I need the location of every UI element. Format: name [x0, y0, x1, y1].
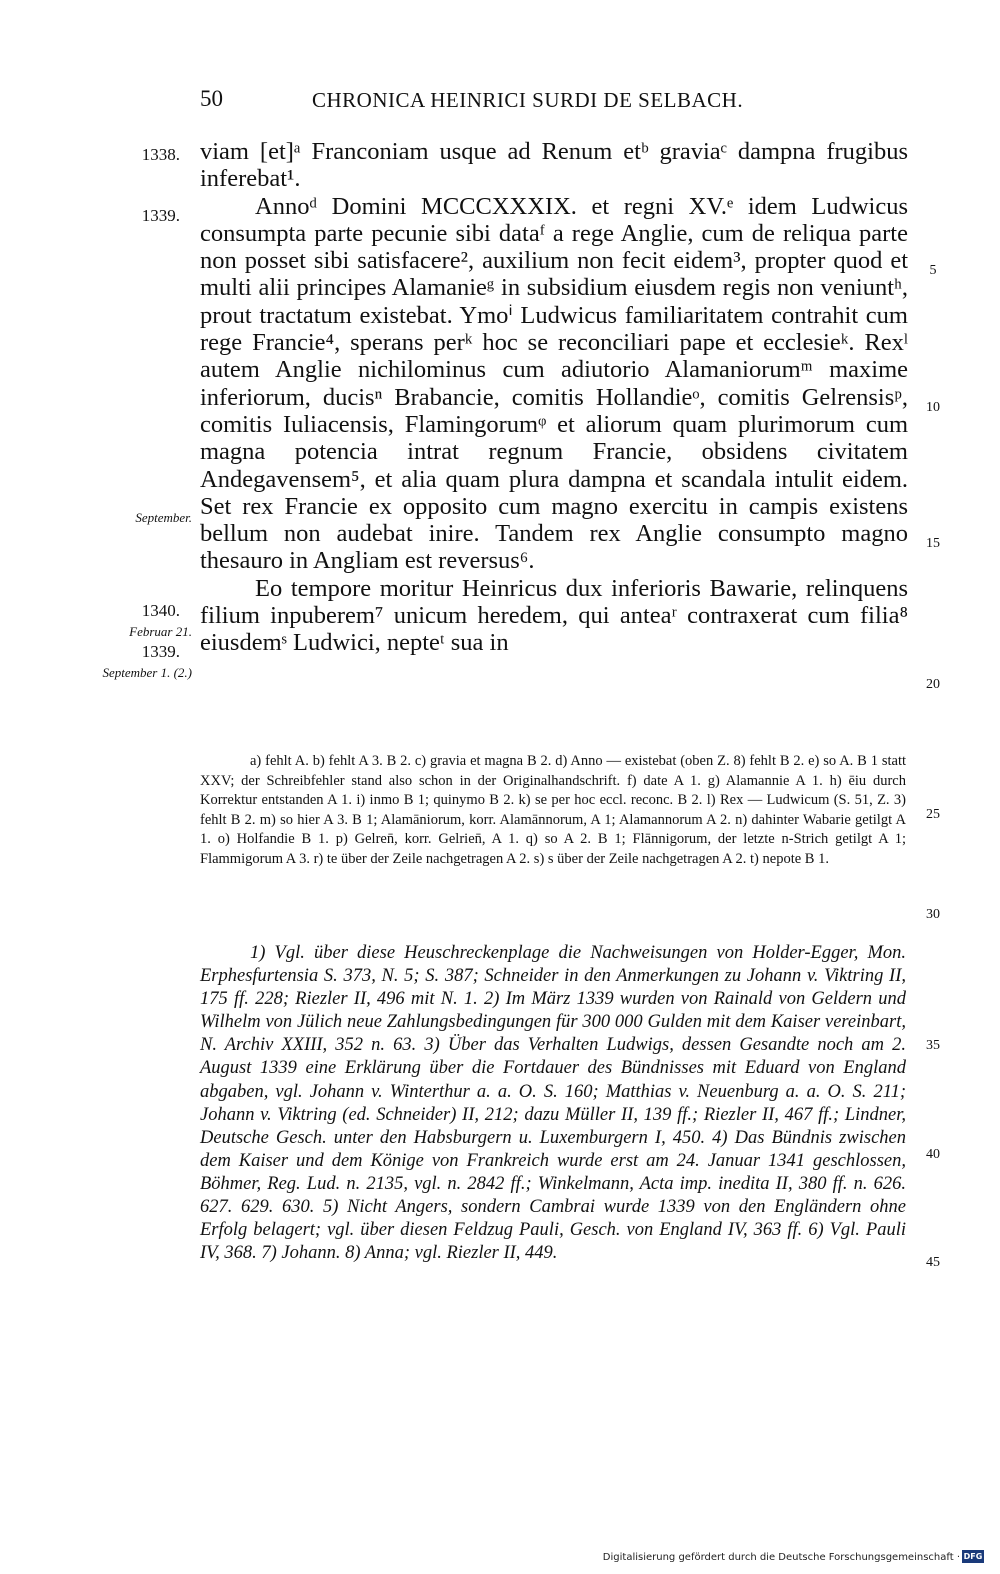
margin-date-september-wrap	[82, 508, 192, 527]
line-number-15: 15	[926, 536, 940, 551]
line-number-20: 20	[926, 677, 940, 692]
margin-date-september: September.	[135, 510, 192, 525]
margin-date-februar-wrap	[82, 622, 192, 641]
margin-date-1339: 1339.	[141, 206, 180, 225]
paragraph-2: Annoᵈ Domini MCCCXXXIX. et regni XV.ᵉ idem Ludwicus consumpta parte pecunie sibi dataᶠ a rege Anglie, cum de reliqua parte non posset sibi satisfacere², auxilium non fecit eidem³, propter quod et multi alii principes Alamanieᵍ in subsidium eiusdem regis non veniuntʰ, prout tractatum existebat. Ymoⁱ Ludwicus familiaritatem contrahit cum rege Francie⁴, sperans perᵏ hoc se reconciliari pape et ecclesieᵏ. Rexˡ autem Anglie nichilominus cum adiutorio Alamaniorumᵐ maxime inferiorum, ducisⁿ Brabancie, comitis Hollandieᵒ, comitis Gelrensisᵖ, comitis Iuliacensis, Flamingorumᵠ et aliorum quam plurimorum cum magna potencia intrat regnum Francie, obsidens civitatem Andegavensem⁵, et alia quam plura dampna et scandala intulit eidem. Set rex Francie ex opposito cum magno exercitu in campis existens bellum non audebat inire. Tandem rex Anglie consumpto magno thesauro in Angliam est reversus⁶.	[200, 192, 908, 575]
footnote-text: 1) Vgl. über diese Heuschreckenplage die Nachweisungen von Holder-Egger, Mon. Erphesfurtensia S. 373, N. 5; S. 387; Schneider in den Anmerkungen zu Johann v. Viktring II, 175 ff. 228; Riezler II, 496 mit N. 1. 2) Im März 1339 wurden von Rainald von Geldern und Wilhelm von Jülich neue Zahlungsbedingungen für 300 000 Gulden mit dem Kaiser vereinbart, N. Archiv XXIII, 352 n. 63. 3) Über das Verhalten Ludwigs, dessen Gesandte noch am 2. August 1339 eine Erklärung über die Fortdauer des Bündnisses mit Eduard von England abgaben, vgl. Johann v. Winterthur a. a. O. S. 160; Matthias v. Neuenburg a. a. O. S. 211; Johann v. Viktring (ed. Schneider) II, 212; dazu Müller II, 139 ff.; Riezler II, 467 ff.; Lindner, Deutsche Gesch. unter den Habsburgern u. Luxemburgern I, 450. 4) Das Bündnis zwischen dem Kaiser und dem Könige von Frankreich wurde erst am 24. Januar 1341 geschlossen, Böhmer, Reg. Lud. n. 2135, vgl. n. 2842 ff.; Winkelmann, Acta imp. inedita II, 380 ff. n. 626. 627. 629. 630. 5) Nicht Angers, sondern Cambrai wurde 1339 von den Engländern ohne Erfolg belagert; vgl. über diesen Feldzug Pauli, Gesch. von England IV, 363 ff. 6) Vgl. Pauli IV, 368. 7) Johann. 8) Anna; vgl. Riezler II, 449.	[200, 943, 906, 1264]
digitization-credit: Digitalisierung gefördert durch die Deutsche Forschungsgemeinschaft ·	[602, 1552, 960, 1563]
line-number-45: 45	[926, 1255, 940, 1270]
margin-date-1339b: 1339.	[141, 642, 180, 661]
dfg-logo: DFG	[963, 1552, 983, 1561]
page-number: 50	[200, 86, 223, 111]
footnotes	[200, 942, 906, 1265]
line-number-10: 10	[926, 400, 940, 415]
margin-date-februar: Februar 21.	[129, 624, 192, 639]
margin-date-1338: 1338.	[141, 145, 180, 164]
paragraph-3: Eo tempore moritur Heinricus dux inferioris Bawarie, relinquens filium inpuberem⁷ unicum heredem, qui anteaʳ contraxerat cum filia⁸ eiusdemˢ Ludwici, nepteᵗ sua in	[200, 574, 908, 657]
line-number-40: 40	[926, 1147, 940, 1162]
line-number-35: 35	[926, 1038, 940, 1053]
margin-date-1340: 1340.	[141, 601, 180, 620]
margin-date-september-1: September 1. (2.)	[102, 665, 192, 680]
page-header	[0, 86, 1000, 116]
variant-notes: a) fehlt A. b) fehlt A 3. B 2. c) gravia et magna B 2. d) Anno — existebat (oben Z. 8) fehlt B 2. e) so A. B 1 statt XXV; der Schreibfehler stand also schon in der Originalhandschrift. f) date A 1. g) Alamannie A 1. h) ēiu durch Korrektur entstanden A 1. i) inmo B 1; quinymo B 2. k) se per hoc eccl. reconc. B 2. l) Rex — Ludwicum (S. 51, Z. 3) fehlt B 2. m) so hier A 3. B 1; Alamāniorum, korr. Alamānnorum, A 1; Alamannorum A 2. n) dahinter Wabarie getilgt A 1. o) Holfandie B 1. p) Gelren̄, korr. Gelrien̄, A 1. q) so A 2. B 1; Flānnigorum, der letzte n-Strich getilgt A 1; Flammigorum A 3. r) te über der Zeile nachgetragen A 2. s) s über der Zeile nachgetragen A 2. t) nepote B 1.	[200, 753, 906, 867]
margin-date-sept1-wrap	[82, 663, 192, 682]
line-number-25: 25	[926, 807, 940, 822]
running-title: CHRONICA HEINRICI SURDI DE SELBACH.	[312, 88, 744, 112]
variant-apparatus	[200, 752, 906, 870]
main-text	[200, 138, 908, 657]
paragraph-1: viam [et]ᵃ Franconiam usque ad Renum etᵇ graviaᶜ dampna frugibus inferebat¹.	[200, 138, 908, 193]
line-number-5: 5	[929, 263, 937, 278]
line-number-30: 30	[926, 907, 940, 922]
